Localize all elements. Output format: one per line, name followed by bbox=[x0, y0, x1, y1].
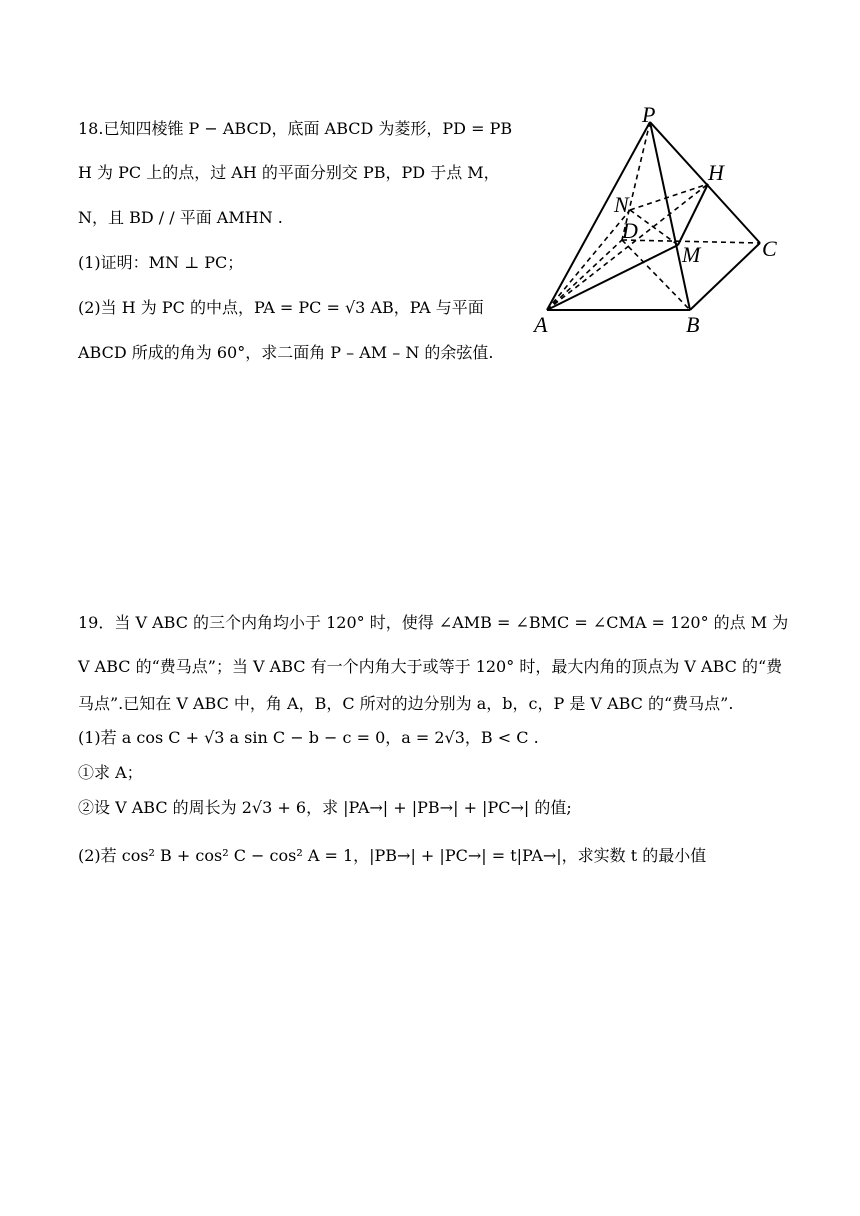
edge-PC bbox=[650, 122, 760, 243]
q18-line-3: N，且 BD / / 平面 AMHN . bbox=[78, 208, 283, 227]
edge-PA bbox=[547, 122, 650, 310]
q19-line-7: (2)若 cos² B + cos² C − cos² A = 1，|PB→| + |PC→| = t|PA→|，求实数 t 的最小值 bbox=[78, 846, 707, 865]
label-H: H bbox=[708, 160, 724, 185]
q19-line-1: 19．当 V ABC 的三个内角均小于 120° 时，使得 ∠AMB = ∠BMC = ∠CMA = 120° 的点 M 为 bbox=[78, 613, 789, 632]
q19-line-6: ②设 V ABC 的周长为 2√3 + 6，求 |PA→| + |PB→| + |PC→| 的值; bbox=[78, 798, 572, 817]
edge-PB bbox=[650, 122, 690, 310]
q18-line-5: (2)当 H 为 PC 的中点，PA = PC = √3 AB，PA 与平面 bbox=[78, 298, 484, 317]
label-B: B bbox=[686, 312, 700, 337]
edge-DB bbox=[622, 240, 690, 310]
label-D: D bbox=[622, 218, 638, 243]
q19-line-5: ①求 A； bbox=[78, 763, 143, 782]
q18-line-4: (1)证明：MN ⊥ PC； bbox=[78, 253, 244, 272]
label-A: A bbox=[534, 312, 548, 337]
label-N: N bbox=[614, 192, 629, 217]
q19-line-2: V ABC 的“费马点”；当 V ABC 有一个内角大于或等于 120° 时，最大内角的顶点为 V ABC 的“费 bbox=[78, 657, 783, 676]
q19-line-3: 马点”.已知在 V ABC 中，角 A，B，C 所对的边分别为 a，b，c，P 是 V ABC 的“费马点”. bbox=[78, 694, 734, 713]
label-P: P bbox=[642, 102, 656, 127]
edge-AM bbox=[547, 245, 678, 310]
label-M: M bbox=[682, 242, 701, 267]
pyramid-figure bbox=[530, 100, 790, 340]
edge-BC bbox=[690, 243, 760, 310]
q18-line-1: 18.已知四棱锥 P − ABCD，底面 ABCD 为菱形，PD = PB bbox=[78, 119, 513, 138]
edge-AN bbox=[547, 210, 630, 310]
label-C: C bbox=[762, 236, 777, 261]
q18-line-6: ABCD 所成的角为 60°，求二面角 P – AM – N 的余弦值. bbox=[78, 343, 494, 362]
edge-AD bbox=[547, 240, 622, 310]
q19-line-4: (1)若 a cos C + √3 a sin C − b − c = 0，a = 2√3，B < C . bbox=[78, 728, 539, 747]
q18-line-2: H 为 PC 上的点，过 AH 的平面分别交 PB，PD 于点 M， bbox=[78, 163, 500, 182]
